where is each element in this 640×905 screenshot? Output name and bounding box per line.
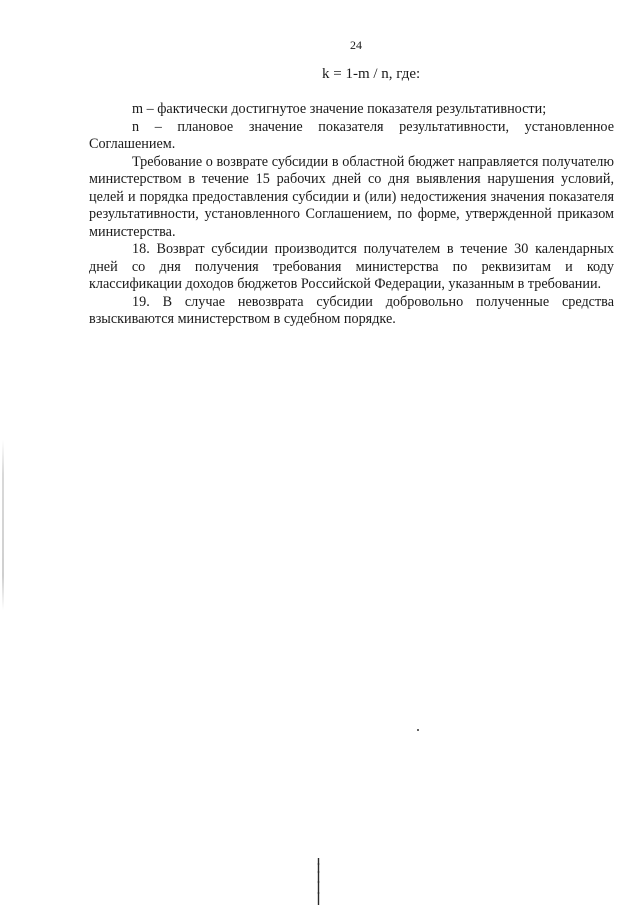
binding-mark	[317, 858, 320, 905]
paragraph-n-definition: n – плановое значение показателя результативности, установленное Соглашением.	[89, 118, 614, 152]
paragraph-m-definition: m – фактически достигнутое значение показателя результативности;	[132, 101, 547, 117]
page-number: 24	[350, 38, 362, 52]
paragraph-return-requirement: Требование о возврате субсидии в областной бюджет направляется получателю министерством в течение 15 рабочих дней со дня выявления нарушения условий, целей и порядка предоставления субсидии и (или) недостижения значения показателя результативности, установленного Соглашением, по форме, утвержденной приказом министерства.	[89, 153, 614, 240]
paragraph-19: 19. В случае невозврата субсидии добровольно полученные средства взыскиваются министерством в судебном порядке.	[89, 293, 614, 327]
paragraph-18: 18. Возврат субсидии производится получателем в течение 30 календарных дней со дня получения требования министерства по реквизитам и коду классификации доходов бюджетов Российской Федерации, указанным в требовании.	[89, 241, 614, 292]
formula: k = 1-m / n, где:	[322, 66, 421, 82]
scan-edge-mark	[2, 440, 4, 610]
body-text	[89, 101, 614, 329]
scan-speck	[417, 729, 419, 731]
